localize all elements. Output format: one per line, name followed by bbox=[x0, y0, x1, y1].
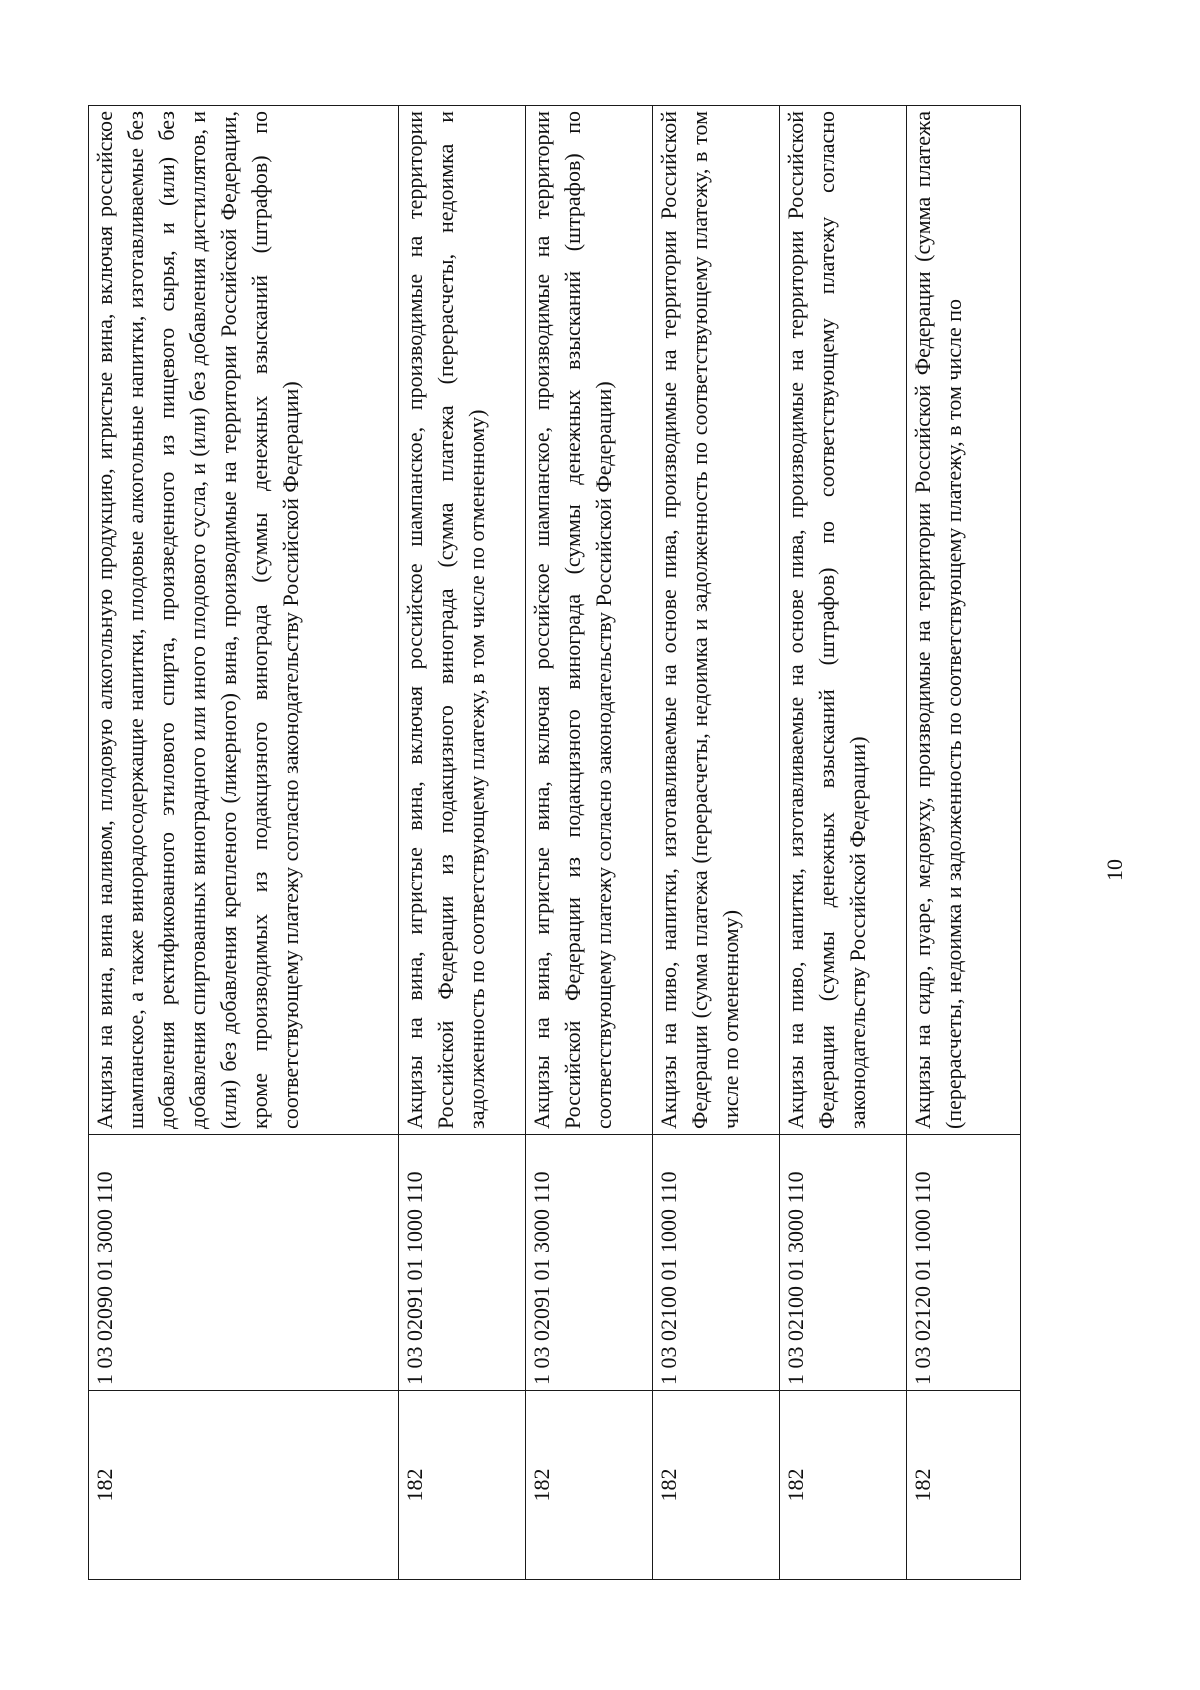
table-row bbox=[89, 106, 399, 1580]
excise-code-table bbox=[88, 105, 1021, 1580]
table-row bbox=[780, 106, 907, 1580]
budget-code-cell: 1 03 02100 01 3000 110 bbox=[780, 1135, 907, 1391]
admin-code-cell: 182 bbox=[780, 1391, 907, 1580]
revenue-name-cell: Акцизы на вина, игристые вина, включая российское шампанское, производимые на территории Российской Федерации из подакцизного винограда (суммы денежных взысканий (штрафов) по соответствующему платежу согласно законодательству Российской Федерации) bbox=[526, 106, 653, 1135]
revenue-name-cell: Акцизы на пиво, напитки, изготавливаемые на основе пива, производимые на территории Российской Федерации (суммы денежных взысканий (штрафов) по соответствующему платежу согласно законодательству Российской Федерации) bbox=[780, 106, 907, 1135]
table-row bbox=[526, 106, 653, 1580]
admin-code-cell: 182 bbox=[399, 1391, 526, 1580]
admin-code-cell: 182 bbox=[653, 1391, 780, 1580]
revenue-name-cell: Акцизы на вина, вина наливом, плодовую алкогольную продукцию, игристые вина, включая российское шампанское, а также винорадосодержащие напитки, плодовые алкогольные напитки, изготавливаемые без добавления ректификованного этилового спирта, произведенного из пищевого сырья, и (или) без добавления спиртованных виноградного или иного плодового сусла, и (или) без добавления дистиллятов, и (или) без добавления крепленого (ликерного) вина, производимые на территории Российской Федерации, кроме производимых из подакцизного винограда (суммы денежных взысканий (штрафов) по соответствующему платежу согласно законодательству Российской Федерации) bbox=[89, 106, 399, 1135]
revenue-name-cell: Акцизы на пиво, напитки, изготавливаемые на основе пива, производимые на территории Российской Федерации (сумма платежа (перерасчеты, недоимка и задолженность по соответствующему платежу, в том числе по отмененному) bbox=[653, 106, 780, 1135]
revenue-name-cell: Акцизы на сидр, пуаре, медовуху, производимые на территории Российской Федерации (сумма платежа (перерасчеты, недоимка и задолженность по соответствующему платежу, в том числе по bbox=[907, 106, 1021, 1135]
table-row bbox=[907, 106, 1021, 1580]
table-row bbox=[399, 106, 526, 1580]
budget-code-cell: 1 03 02120 01 1000 110 bbox=[907, 1135, 1021, 1391]
budget-code-cell: 1 03 02100 01 1000 110 bbox=[653, 1135, 780, 1391]
rotated-page-content bbox=[88, 105, 1020, 1580]
revenue-name-cell: Акцизы на вина, игристые вина, включая российское шампанское, производимые на территории Российской Федерации из подакцизного винограда (сумма платежа (перерасчеты, недоимка и задолженность по соответствующему платежу, в том числе по отмененному) bbox=[399, 106, 526, 1135]
admin-code-cell: 182 bbox=[89, 1391, 399, 1580]
page-number: 10 bbox=[1102, 859, 1127, 881]
budget-code-cell: 1 03 02091 01 1000 110 bbox=[399, 1135, 526, 1391]
table-row bbox=[653, 106, 780, 1580]
admin-code-cell: 182 bbox=[907, 1391, 1021, 1580]
budget-code-cell: 1 03 02090 01 3000 110 bbox=[89, 1135, 399, 1391]
budget-code-cell: 1 03 02091 01 3000 110 bbox=[526, 1135, 653, 1391]
admin-code-cell: 182 bbox=[526, 1391, 653, 1580]
